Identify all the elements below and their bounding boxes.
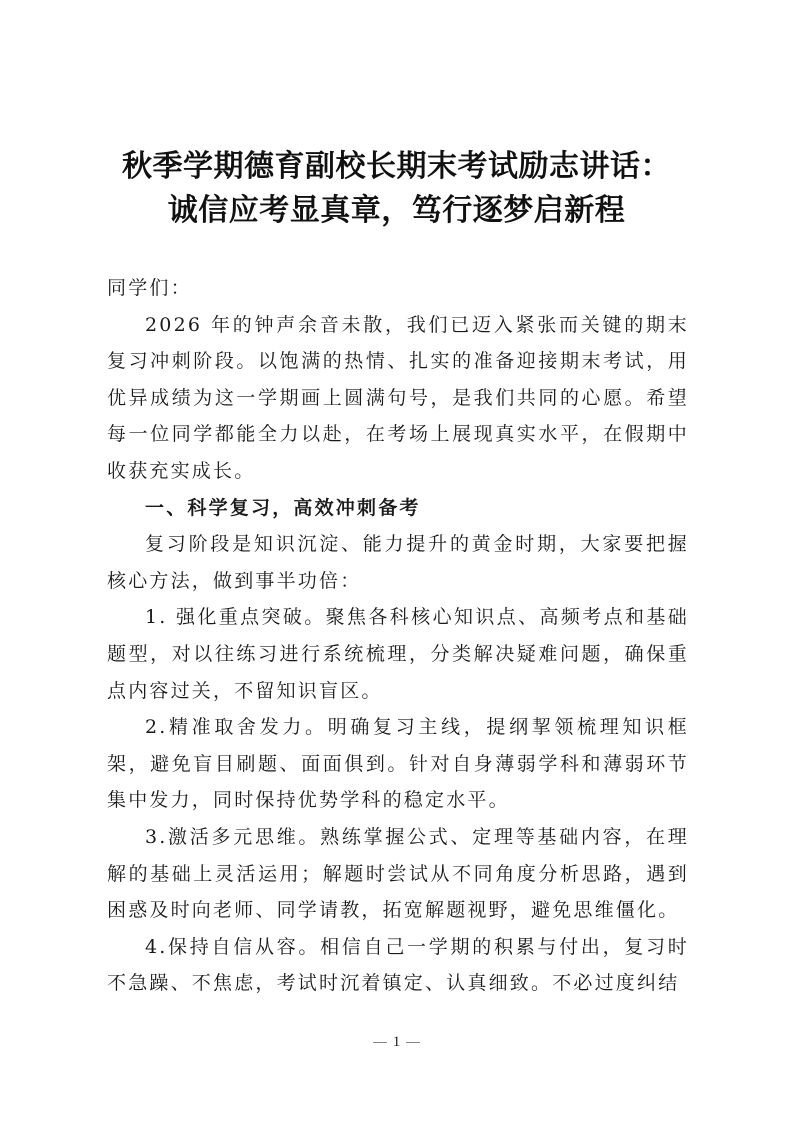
section-intro: 复习阶段是知识沉淀、能力提升的黄金时期，大家要把握核心方法，做到事半功倍： bbox=[107, 533, 689, 592]
list-item-4: 4.保持自信从容。相信自己一学期的积累与付出，复习时不急躁、不焦虑，考试时沉着镇定、认真细致。不必过度纠结 bbox=[107, 935, 689, 995]
intro-paragraph: 2026 年的钟声余音未散，我们已迈入紧张而关键的期末复习冲刺阶段。以饱满的热情、扎实的准备迎接期末考试，用优异成绩为这一学期画上圆满句号，是我们共同的心愿。希望每一位同学都能全力以赴，在考场上展现真实水平，在假期中收获充实成长。 bbox=[107, 313, 689, 482]
page-footer bbox=[0, 1034, 793, 1051]
document-title bbox=[90, 145, 703, 233]
list-item-3: 3.激活多元思维。熟练掌握公式、定理等基础内容，在理解的基础上灵活运用；解题时尝试从不同角度分析思路，遇到困惑及时向老师、同学请教，拓宽解题视野，避免思维僵化。 bbox=[107, 825, 689, 922]
document-body bbox=[107, 270, 689, 1002]
title-line-1: 秋季学期德育副校长期末考试励志讲话： bbox=[122, 149, 671, 184]
list-item-2: 2.精准取舍发力。明确复习主线，提纲挈领梳理知识框架，避免盲目刷题、面面俱到。针对自身薄弱学科和薄弱环节集中发力，同时保持优势学科的稳定水平。 bbox=[107, 716, 689, 812]
footer-dash-left bbox=[373, 1042, 387, 1043]
section-heading-1: 一、科学复习，高效冲刺备考 bbox=[145, 496, 421, 519]
list-item-1: 1. 强化重点突破。聚焦各科核心知识点、高频考点和基础题型，对以往练习进行系统梳理，分类解决疑难问题，确保重点内容过关，不留知识盲区。 bbox=[107, 606, 689, 702]
title-line-2: 诚信应考显真章，笃行逐梦启新程 bbox=[167, 193, 626, 228]
footer-dash-right bbox=[406, 1042, 420, 1043]
salutation: 同学们： bbox=[107, 277, 192, 299]
page-number: 1 bbox=[392, 1034, 401, 1050]
